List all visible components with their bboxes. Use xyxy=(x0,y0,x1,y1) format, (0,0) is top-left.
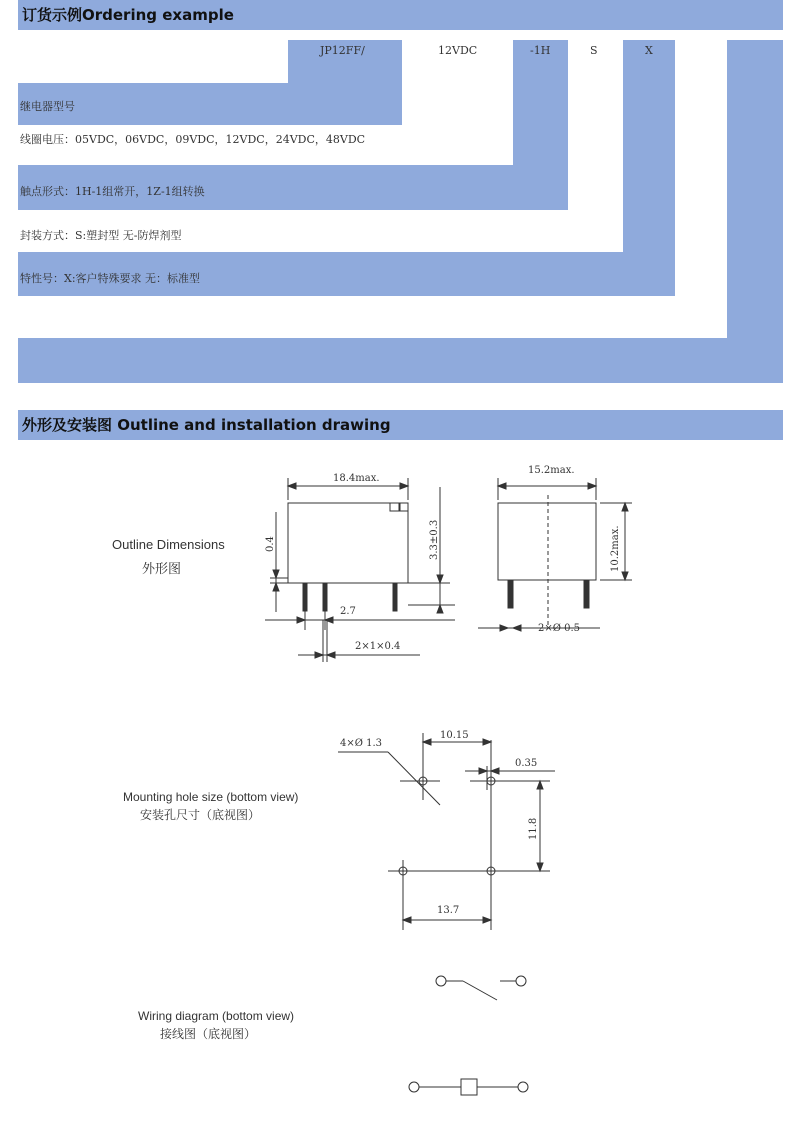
code-voltage: 12VDC xyxy=(438,44,478,57)
dim-height: 3.3±0.3 xyxy=(429,519,440,560)
mount-offset: 0.35 xyxy=(515,758,538,769)
dim-side-height: 10.2max. xyxy=(610,525,621,572)
dim-pin-size: 2×1×0.4 xyxy=(355,641,401,652)
code-feature: X xyxy=(645,44,653,57)
dim-width-max: 18.4max. xyxy=(333,473,380,484)
dim-pin-thickness: 0.4 xyxy=(265,536,276,552)
code-contact: -1H xyxy=(530,44,551,57)
mount-holes: 4×Ø 1.3 xyxy=(340,738,383,749)
row-package: 封装方式：S:塑封型 无-防焊剂型 xyxy=(20,229,182,242)
mount-label-en: Mounting hole size (bottom view) xyxy=(123,790,299,804)
dim-side-width: 15.2max. xyxy=(528,465,575,476)
code-package: S xyxy=(590,44,598,57)
dim-pitch: 2.7 xyxy=(340,606,356,617)
row-model: 继电器型号 xyxy=(20,100,75,113)
outline-label-cn: 外形图 xyxy=(142,561,182,576)
outline-title: 外形及安装图 Outline and installation drawing xyxy=(18,410,783,440)
mount-label-cn: 安装孔尺寸（底视图） xyxy=(140,808,261,822)
mount-bottom-spacing: 13.7 xyxy=(437,905,460,916)
mount-vertical: 11.8 xyxy=(528,817,539,840)
dim-side-pin: 2×Ø 0.5 xyxy=(538,623,581,634)
mount-top-spacing: 10.15 xyxy=(440,730,469,741)
ordering-title: 订货示例Ordering example xyxy=(18,0,783,30)
row-coil-voltage: 线圈电压：05VDC，06VDC，09VDC，12VDC，24VDC，48VDC xyxy=(20,133,366,146)
code-model: JP12FF/ xyxy=(320,44,365,57)
outline-label-en: Outline Dimensions xyxy=(112,537,225,552)
row-feature: 特性号：X:客户特殊要求 无：标准型 xyxy=(20,272,201,285)
wiring-label-en: Wiring diagram (bottom view) xyxy=(138,1009,295,1023)
row-contact-form: 触点形式：1H-1组常开，1Z-1组转换 xyxy=(20,185,205,198)
wiring-label-cn: 接线图（底视图） xyxy=(160,1027,257,1041)
